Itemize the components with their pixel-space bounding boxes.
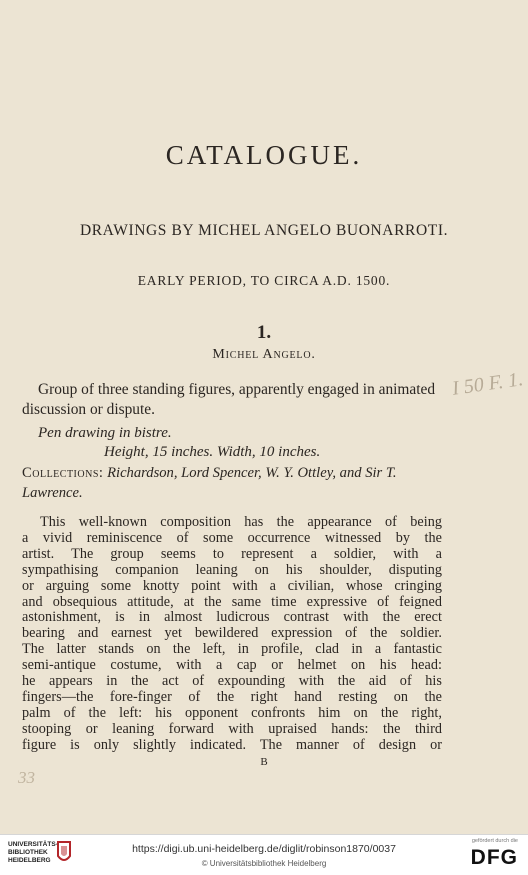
body-line: semi-antique costume, with a cap or helmet on his head: xyxy=(22,657,442,674)
body-line: and obsequious attitude, at the same time expressive of feigned xyxy=(22,593,442,610)
collections-label: Collections: xyxy=(22,465,104,481)
funder-note: gefördert durch die xyxy=(471,838,518,844)
body-line: The latter stands on the left, in profile, clad in a fantastic xyxy=(22,641,442,658)
margin-annotation: I 50 F. 1. xyxy=(450,368,525,400)
body-line: or arguing some knotty point with a civilian, whose cringing xyxy=(22,577,442,594)
logo-line: HEIDELBERG xyxy=(8,857,51,864)
dfg-logo[interactable]: DFG xyxy=(470,846,518,869)
body-line: fingers—the fore-finger of the right hand resting on the xyxy=(22,688,442,705)
collections-names: Richardson, Lord Spencer, W. Y. Ottley, and Sir T. Lawrence. xyxy=(22,465,397,501)
entry-collections xyxy=(22,463,442,503)
section-subtitle: DRAWINGS BY MICHEL ANGELO BUONARROTI. xyxy=(79,222,449,239)
body-line: palm of the left: his opponent confronts him on the right, xyxy=(22,704,442,721)
body-line: This well-known composition has the appearance of being xyxy=(40,514,442,530)
period-heading: EARLY PERIOD, TO CIRCA A.D. 1500. xyxy=(137,273,391,288)
logo-line: BIBLIOTHEK xyxy=(8,849,48,856)
entry-dimensions: Height, 15 inches. Width, 10 inches. xyxy=(104,444,321,460)
body-line: figure is only slightly indicated. The manner of design or xyxy=(22,736,442,753)
body-line: he appears in the act of expounding with the aid of his xyxy=(22,673,442,690)
body-line: bearing and earnest yet bewildered expression of the soldier. xyxy=(22,625,442,642)
body-line: artist. The group seems to represent a soldier, with a xyxy=(22,545,442,562)
entry-description: Group of three standing figures, apparently engaged in animated discussion or dispute. xyxy=(22,381,436,418)
permalink-url[interactable]: https://digi.ub.uni-heidelberg.de/diglit/robinson1870/0037 xyxy=(132,843,396,855)
entry-medium: Pen drawing in bistre. xyxy=(38,425,172,441)
body-line: stooping or leaning forward with upraised hands: the third xyxy=(22,720,442,737)
entry-body-text xyxy=(22,515,442,754)
entry-artist: Michel Angelo. xyxy=(212,347,316,362)
viewer-footer xyxy=(0,834,528,875)
entry-number: 1. xyxy=(256,322,272,343)
copyright-notice: © Universitätsbibliothek Heidelberg xyxy=(201,859,327,868)
page-title: CATALOGUE. xyxy=(165,140,363,170)
body-line: a vivid reminiscence of some occurrence witnessed by the xyxy=(22,529,442,546)
logo-line: UNIVERSITÄTS- xyxy=(8,841,58,848)
margin-annotation-bottom: 33 xyxy=(18,768,35,787)
signature-mark: B xyxy=(260,756,268,768)
body-line: sympathising companion leaning on his shoulder, disputing xyxy=(22,561,442,578)
body-line: astonishment, is in almost ludicrous contrast with the erect xyxy=(22,609,442,626)
